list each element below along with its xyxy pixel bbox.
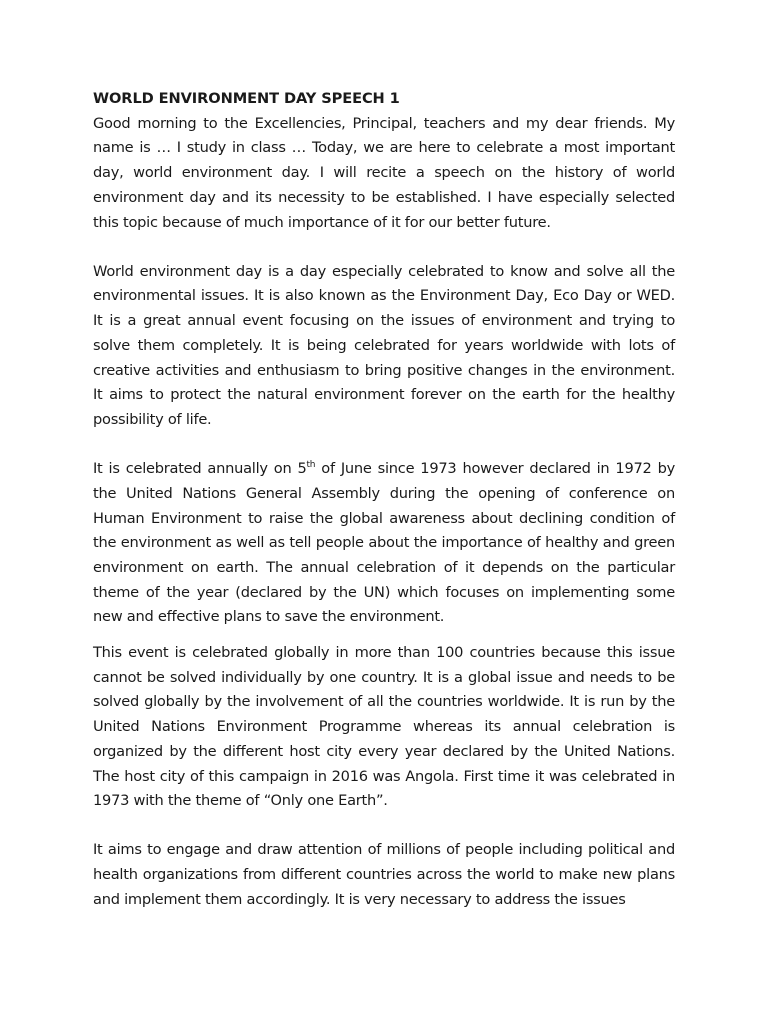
- paragraph-definition: World environment day is a day especially celebrated to know and solve all the environmental issues. It is also known as the Environment Day, Eco Day or WED. It is a great annual event focusing on the issues of environment and trying to solve them completely. It is being celebrated for years worldwide with lots of creative activities and enthusiasm to bring positive changes in the environment. It aims to protect the natural environment forever on the earth for the healthy possibility of life.: [93, 262, 675, 428]
- paragraph-global-event: This event is celebrated globally in more than 100 countries because this issue cannot be solved individually by one country. It is a global issue and needs to be solved globally by the involvement of all the countries worldwide. It is run by the United Nations Environment Programme whereas its annual celebration is organized by the different host city every year declared by the United Nations. The host city of this campaign in 2016 was Angola. First time it was celebrated in 1973 with the theme of “Only one Earth”.: [93, 644, 675, 810]
- paragraph-aims: It aims to engage and draw attention of millions of people including political and health organizations from different countries across the world to make new plans and implement them accordingly. It is very necessary to address the issues: [93, 841, 675, 908]
- paragraph-history: [93, 457, 675, 630]
- document-title: WORLD ENVIRONMENT DAY SPEECH 1: [93, 90, 400, 107]
- history-text-end: of June since 1973 however declared in 1972 by the United Nations General Assembly during the opening of conference on Human Environment to raise the global awareness about declining condition of the environment as well as tell people about the importance of healthy and green environment on earth. The annual celebration of it depends on the particular theme of the year (declared by the UN) which focuses on implementing some new and effective plans to save the environment.: [93, 460, 675, 626]
- document-page: [93, 87, 675, 913]
- ordinal-suffix: th: [306, 460, 316, 471]
- paragraph-greeting: Good morning to the Excellencies, Principal, teachers and my dear friends. My name is … I study in class … Today, we are here to celebrate a most important day, world environment day. I will recite a speech on the history of world environment day and its necessity to be established. I have especially selected this topic because of much importance of it for our better future.: [93, 114, 675, 231]
- history-text-start: It is celebrated annually on 5: [93, 460, 307, 478]
